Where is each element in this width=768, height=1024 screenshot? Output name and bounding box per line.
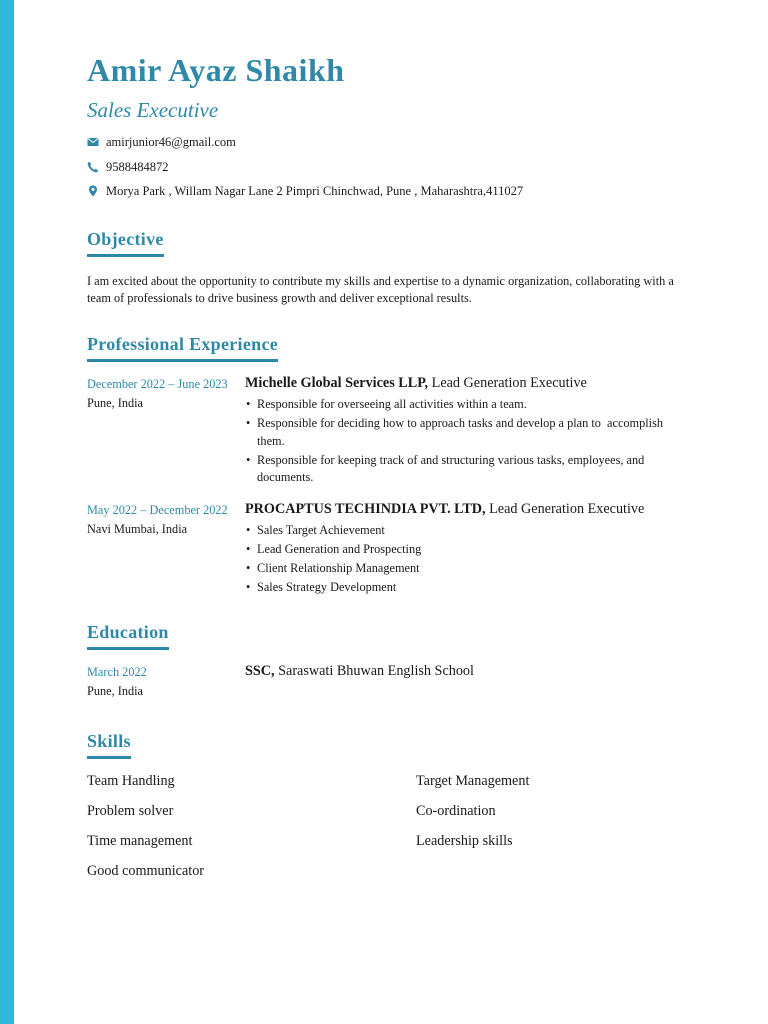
skill-item: Team Handling	[87, 773, 175, 789]
skill-item: Leadership skills	[416, 833, 513, 849]
list-item: • Sales Strategy Development	[245, 579, 665, 597]
education-location: Pune, India	[87, 684, 144, 698]
list-item: • Lead Generation and Prospecting	[245, 541, 665, 559]
job-title-line	[245, 375, 587, 392]
job-position: Lead Generation Executive	[485, 501, 645, 517]
job-dates: May 2022 – December 2022	[87, 503, 228, 517]
skills-heading: Skills	[87, 731, 131, 759]
skill-item: Target Management	[416, 773, 530, 789]
candidate-name: Amir Ayaz Shaikh	[87, 52, 345, 88]
job-title-line	[245, 501, 644, 518]
contact-email-row[interactable]	[87, 135, 236, 150]
education-heading: Education	[87, 622, 169, 650]
degree-name: SSC,	[245, 663, 275, 679]
skill-item: Problem solver	[87, 803, 174, 819]
job-location: Navi Mumbai, India	[87, 522, 188, 536]
company-name: PROCAPTUS TECHINDIA PVT. LTD,	[245, 501, 486, 517]
contact-address-row	[87, 184, 523, 199]
location-pin-icon	[87, 185, 99, 197]
list-item: • Sales Target Achievement	[245, 522, 665, 540]
objective-heading: Objective	[87, 229, 164, 257]
job-dates: December 2022 – June 2023	[87, 377, 228, 391]
phone-text: 9588484872	[106, 160, 169, 174]
list-item: • Responsible for deciding how to approach tasks and develop a plan to accomplish them.	[245, 415, 665, 450]
job-location: Pune, India	[87, 396, 144, 410]
education-date: March 2022	[87, 665, 147, 679]
list-item: • Responsible for keeping track of and structuring various tasks, employees, and documents.	[245, 452, 665, 487]
candidate-role: Sales Executive	[87, 98, 219, 122]
list-item: • Responsible for overseeing all activities within a team.	[245, 396, 665, 414]
skill-item: Co-ordination	[416, 803, 496, 819]
decorative-side-strip	[0, 0, 14, 1024]
contact-phone-row[interactable]	[87, 160, 169, 175]
address-text: Morya Park , Willam Nagar Lane 2 Pimpri Chinchwad, Pune , Maharashtra,411027	[106, 184, 524, 198]
email-text: amirjunior46@gmail.com	[106, 135, 236, 149]
email-icon	[87, 136, 99, 148]
job-bullets	[245, 522, 665, 598]
objective-text: I am excited about the opportunity to contribute my skills and expertise to a dynamic organization, collaborating with a team of professionals to drive business growth and deliver exceptional results.	[87, 274, 674, 305]
company-name: Michelle Global Services LLP,	[245, 375, 429, 391]
phone-icon	[87, 161, 99, 173]
skill-item: Good communicator	[87, 863, 205, 879]
skill-item: Time management	[87, 833, 193, 849]
education-title-line	[245, 663, 474, 680]
experience-heading: Professional Experience	[87, 334, 278, 362]
job-position: Lead Generation Executive	[428, 375, 587, 391]
list-item: • Client Relationship Management	[245, 560, 665, 578]
school-name: Saraswati Bhuwan English School	[274, 663, 474, 679]
job-bullets	[245, 396, 665, 488]
